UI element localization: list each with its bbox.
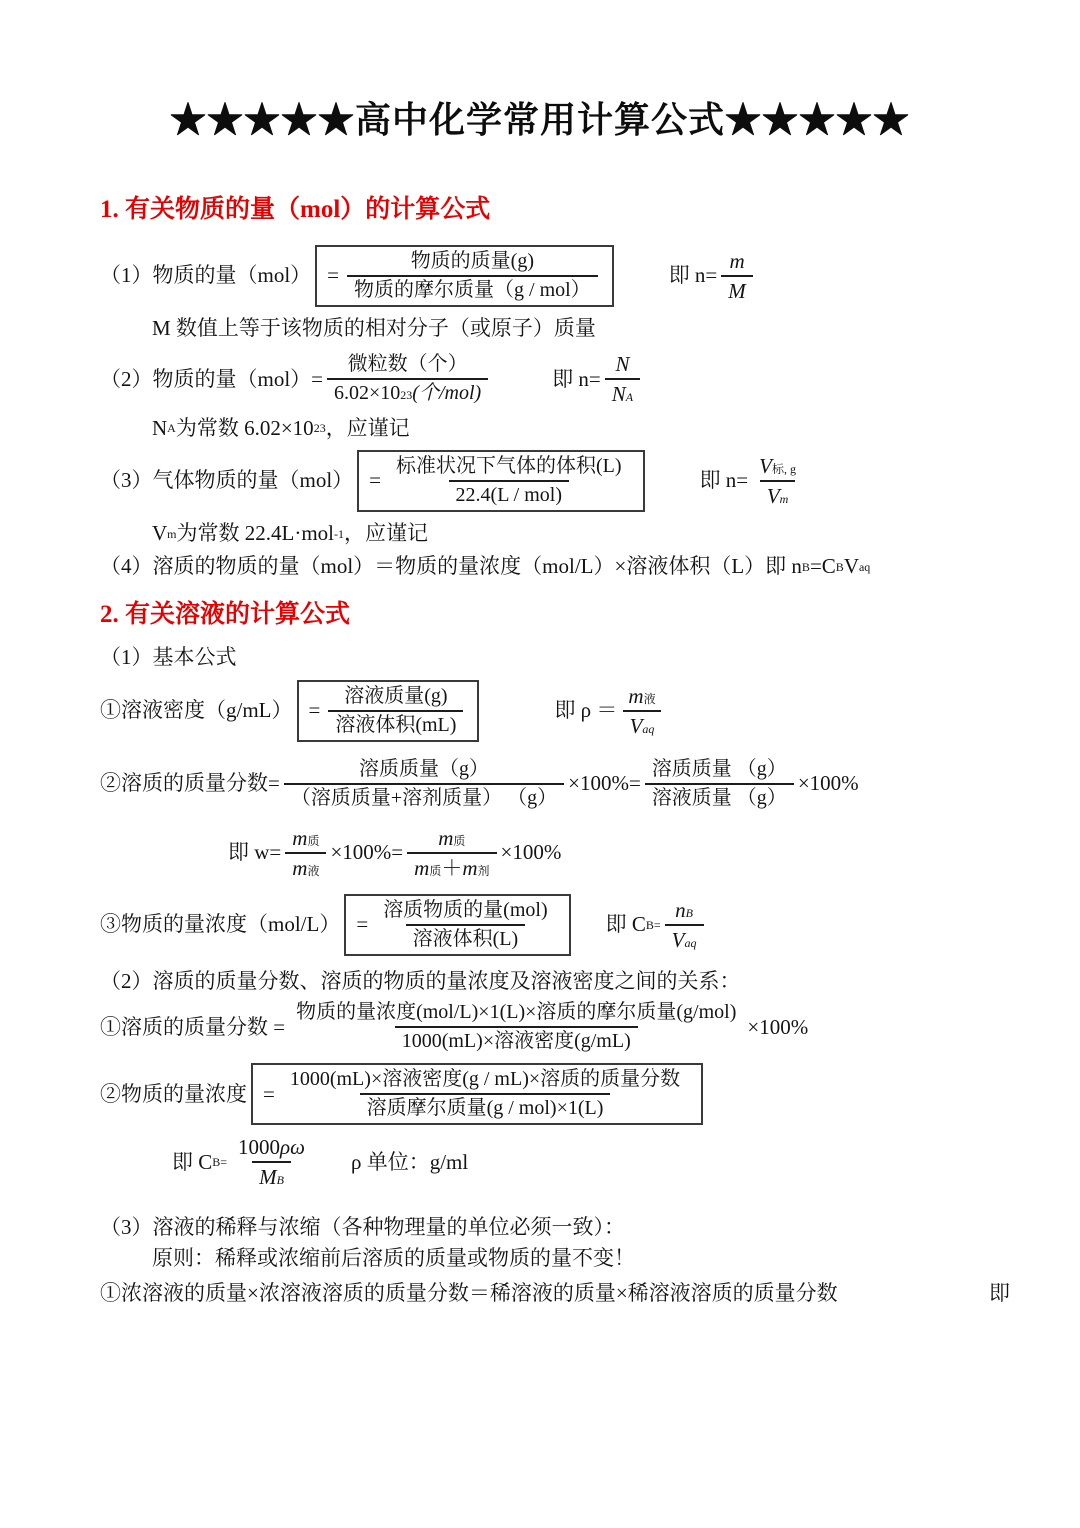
formula-3-denominator: 22.4(L / mol) bbox=[455, 483, 563, 506]
mass-fraction-label: ②溶质的质量分数= bbox=[100, 771, 280, 796]
plus-sign: ＋ bbox=[441, 855, 463, 880]
note-molar-volume-tail: ，应谨记 bbox=[344, 520, 429, 545]
avogadro-base: 6.02×10 bbox=[334, 382, 401, 405]
mass-fraction-from-molarity-row bbox=[100, 1001, 1010, 1053]
var-rho-omega: ρω bbox=[280, 1135, 305, 1160]
formula-3-shorthand bbox=[700, 454, 807, 508]
var-M: M bbox=[259, 1165, 277, 1190]
formula-1-shorthand-fraction bbox=[721, 249, 753, 303]
formula-1-row bbox=[100, 245, 1010, 307]
formula-3-row bbox=[100, 450, 1010, 512]
molarity-label: ③物质的量浓度（mol/L） bbox=[100, 912, 341, 937]
equals-sign: = bbox=[369, 468, 382, 493]
molarity-fraction bbox=[376, 899, 554, 951]
note-avogadro-tail: ，应谨记 bbox=[325, 415, 410, 440]
formula-4-text: （4）溶质的物质的量（mol）＝物质的量浓度（mol/L）×溶液体积（L）即 n bbox=[100, 554, 802, 579]
formula-1-denominator: 物质的摩尔质量（g / mol） bbox=[354, 279, 591, 301]
solution-mass: 溶液质量 （g） bbox=[651, 786, 787, 809]
var-NA: N bbox=[611, 382, 626, 407]
formula-1-label: （1）物质的量（mol） bbox=[100, 263, 312, 288]
var-V: V bbox=[843, 554, 859, 579]
var-m: m bbox=[292, 825, 308, 850]
molarity-shorthand: 即 C B= n B V aq bbox=[606, 898, 708, 952]
formula-4-row: （4）溶质的物质的量（mol）＝物质的量浓度（mol/L）×溶液体积（L）即 n B =C B V aq bbox=[100, 553, 1010, 580]
equals-sign: = bbox=[356, 912, 369, 937]
formula-2-numerator: 微粒数（个） bbox=[347, 353, 468, 376]
formula-3-numerator: 标准状况下气体的体积(L) bbox=[396, 454, 622, 477]
molarity-shorthand-fraction: n B V aq bbox=[665, 898, 704, 952]
var-Vm: V bbox=[152, 520, 168, 545]
section-1-heading: 1. 有关物质的量（mol）的计算公式 bbox=[100, 196, 491, 223]
solute-plus-solvent-mass: （溶质质量+溶剂质量） （g） bbox=[290, 786, 558, 809]
times-100: ×100% bbox=[747, 1014, 809, 1039]
mass-fraction-formula-row bbox=[100, 758, 1010, 810]
times-100-equals: ×100%= bbox=[330, 840, 404, 865]
dilution-equation-row bbox=[100, 1280, 1010, 1307]
dilution-heading: （3）溶液的稀释与浓缩（各种物理量的单位必须一致）： bbox=[100, 1214, 625, 1239]
formula-1-numerator: 物质的质量(g) bbox=[410, 250, 535, 272]
w-fraction-1: m 质 m 液 bbox=[285, 826, 326, 880]
note-molar-mass-text: M 数值上等于该物质的相对分子（或原子）质量 bbox=[152, 316, 596, 340]
formula-2-row bbox=[100, 352, 1010, 406]
formula-2-shorthand-fraction: N N A bbox=[605, 352, 640, 406]
formula-1-shorthand bbox=[669, 249, 757, 303]
mass-fraction-from-molarity-label: ①溶质的质量分数 = bbox=[100, 1014, 286, 1039]
formula-3-label: （3）气体物质的量（mol） bbox=[100, 468, 354, 493]
ji-CB: 即 C bbox=[172, 1149, 213, 1174]
mass-fraction-fraction-1 bbox=[284, 758, 564, 810]
density-formula-row bbox=[100, 680, 1010, 742]
note-molar-mass bbox=[152, 315, 1010, 342]
page-title: ★★★★★高中化学常用计算公式★★★★★ bbox=[169, 100, 910, 140]
ji-n-equals: 即 n= bbox=[552, 366, 601, 391]
ji-CB: 即 C bbox=[605, 912, 646, 937]
cb-shorthand-row: 即 C B= 1000 ρω M B ρ 单位：g/ml bbox=[172, 1135, 469, 1190]
basic-formula-label: （1）基本公式 bbox=[100, 645, 237, 670]
var-V-aq: V bbox=[629, 713, 643, 738]
var-m: m bbox=[438, 825, 454, 850]
w-fraction-2: m 质 m 质 ＋ m 剂 bbox=[407, 826, 496, 880]
mass-fraction-shorthand-row bbox=[228, 826, 1010, 880]
note-molar-volume: V m 为常数 22.4L·mol -1 ，应谨记 bbox=[152, 520, 1010, 547]
rho-unit-note: ρ 单位：g/ml bbox=[350, 1149, 469, 1174]
ji-w-equals: 即 w= bbox=[228, 840, 282, 865]
formula-3-box bbox=[357, 450, 644, 512]
ji-n-equals: 即 n= bbox=[699, 468, 749, 493]
density-numerator: 溶液质量(g) bbox=[344, 684, 448, 707]
var-m: m bbox=[414, 855, 430, 880]
var-m: m bbox=[292, 855, 308, 880]
var-V-std: V bbox=[759, 453, 772, 478]
density-shorthand-fraction: m 液 V aq bbox=[621, 684, 662, 738]
ji-n-equals: 即 n= bbox=[668, 263, 718, 288]
molarity-from-density-label: ②物质的量浓度 bbox=[100, 1081, 247, 1106]
formula-2-shorthand bbox=[552, 352, 644, 406]
molarity-from-density-row bbox=[100, 1063, 1010, 1125]
per-mol-unit: (个/mol) bbox=[412, 382, 482, 405]
denominator-molar-mass-1L: 溶质摩尔质量(g / mol)×1(L) bbox=[366, 1097, 604, 1120]
equals-sign: = bbox=[327, 263, 340, 288]
molarity-from-density-fraction bbox=[283, 1068, 687, 1120]
dilution-heading-row bbox=[100, 1214, 1010, 1241]
density-denominator: 溶液体积(mL) bbox=[335, 713, 457, 736]
var-V: V bbox=[671, 928, 685, 953]
dilution-principle: 原则：稀释或浓缩前后溶质的质量或物质的量不变！ bbox=[152, 1245, 635, 1270]
numerator-molarity-times-molar-mass: 物质的量浓度(mol/L)×1(L)×溶质的摩尔质量(g/mol) bbox=[296, 1001, 737, 1024]
var-m: m bbox=[729, 248, 745, 273]
molarity-box bbox=[344, 894, 570, 956]
solute-mass: 溶质质量 （g） bbox=[651, 757, 787, 780]
formula-3-fraction bbox=[389, 455, 629, 507]
density-label: ①溶液密度（g/mL） bbox=[100, 698, 293, 723]
num-1000: 1000 bbox=[238, 1135, 281, 1160]
dilution-equation: ①浓溶液的质量×浓溶液溶质的质量分数＝稀溶液的质量×稀溶液溶质的质量分数 bbox=[100, 1281, 838, 1306]
var-Vm: V bbox=[766, 483, 780, 508]
solute-mass: 溶质质量（g） bbox=[358, 757, 489, 780]
var-m: m bbox=[462, 855, 478, 880]
mass-fraction-fraction-2 bbox=[645, 758, 794, 810]
formula-2-fraction: 微粒数（个） 6.02×10 23 (个/mol) bbox=[327, 353, 488, 405]
times-100: ×100% bbox=[797, 771, 859, 796]
molarity-numerator: 溶质物质的量(mol) bbox=[383, 899, 548, 922]
molarity-denominator: 溶液体积(L) bbox=[412, 928, 519, 951]
formula-1-fraction bbox=[347, 250, 598, 302]
numerator-1000-density-massfraction: 1000(mL)×溶液密度(g / mL)×溶质的质量分数 bbox=[289, 1068, 681, 1091]
density-shorthand bbox=[554, 684, 666, 738]
mass-fraction-from-molarity-fraction bbox=[289, 1001, 743, 1053]
var-n: n bbox=[675, 897, 686, 922]
density-fraction bbox=[328, 685, 463, 737]
note-avogadro-text: 为常数 6.02×10 bbox=[175, 415, 314, 440]
var-NA: N bbox=[152, 415, 168, 440]
basic-formula-label-row bbox=[100, 644, 1010, 671]
section-2-heading: 2. 有关溶液的计算公式 bbox=[100, 601, 351, 629]
density-box bbox=[297, 680, 480, 742]
equals-sign: = bbox=[263, 1081, 275, 1106]
dilution-principle-row bbox=[152, 1245, 1010, 1272]
times-100: ×100% bbox=[500, 840, 562, 865]
relation-heading-row bbox=[100, 968, 1010, 995]
molarity-formula-row bbox=[100, 894, 1010, 956]
cb-fraction: 1000 ρω M B bbox=[238, 1135, 305, 1190]
var-N: N bbox=[615, 352, 630, 377]
molarity-from-density-box bbox=[251, 1063, 703, 1125]
formula-2-label: （2）物质的量（mol）= bbox=[100, 366, 324, 391]
denominator-1000-times-density: 1000(mL)×溶液密度(g/mL) bbox=[401, 1030, 631, 1053]
formula-1-box bbox=[315, 245, 614, 307]
equals-CB: =C bbox=[809, 554, 836, 579]
var-M: M bbox=[721, 275, 753, 303]
var-m-liquid: m bbox=[628, 683, 644, 708]
formula-3-shorthand-fraction: V 标, g V m bbox=[759, 453, 796, 508]
times-100-equals: ×100%= bbox=[568, 771, 641, 796]
equals-sign: = bbox=[308, 698, 321, 723]
note-avogadro: N A 为常数 6.02×10 23 ，应谨记 bbox=[152, 415, 1010, 442]
ji-rho-equals: 即 ρ ＝ bbox=[554, 698, 618, 723]
relation-heading: （2）溶质的质量分数、溶质的物质的量浓度及溶液密度之间的关系： bbox=[100, 969, 741, 994]
note-molar-volume-text: 为常数 22.4L·mol bbox=[176, 520, 335, 545]
ji-trailing: 即 bbox=[989, 1281, 1010, 1306]
